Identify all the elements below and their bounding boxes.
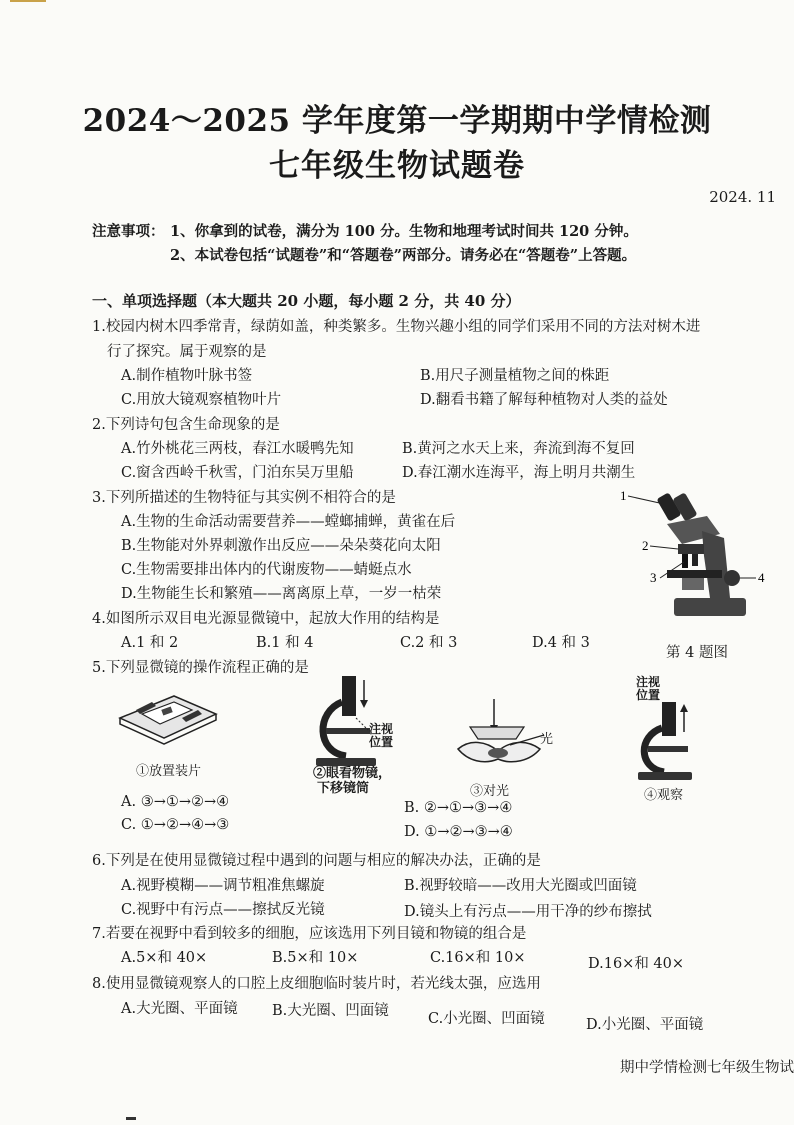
q2-option-b: B.黄河之水天上来，奔流到海不复回 [402, 441, 635, 457]
q2-option-c: C.窗含西岭千秋雪，门泊东吴万里船 [121, 465, 354, 481]
scan-speck [126, 1117, 136, 1120]
q3-option-c: C.生物需要排出体内的代谢废物——蜻蜓点水 [121, 562, 412, 578]
stage [648, 746, 688, 752]
q5-step1-caption: ①放置装片 [136, 764, 202, 779]
note-line-2: 2、本试卷包括“试题卷”和“答题卷”两部分。请务必在“答题卷”上答题。 [170, 247, 637, 264]
q5-option-c: C. ①→②→④→③ [121, 817, 230, 833]
q4-option-d: D.4 和 3 [532, 635, 590, 651]
q5-step4-note: 注视 位置 [636, 675, 661, 702]
q4-figure-caption: 第 4 题图 [666, 645, 728, 661]
microscope-base [316, 758, 376, 766]
q7-option-b: B.5×和 10× [272, 950, 359, 966]
observe-figure [632, 702, 702, 782]
q7-option-d: D.16×和 40× [588, 956, 685, 972]
microscope-arm [702, 531, 730, 598]
page-footer: 期中学情检测七年级生物试 [620, 1060, 794, 1076]
q5-option-d: D. ①→②→③→④ [404, 824, 513, 840]
exam-date: 2024. 11 [709, 188, 776, 206]
q1-option-b: B.用尺子测量植物之间的株距 [420, 368, 610, 384]
q6-stem: 6.下列是在使用显微镜过程中遇到的问题与相应的解决办法，正确的是 [92, 853, 541, 869]
q2-option-a: A.竹外桃花三两枝，春江水暖鸭先知 [121, 441, 354, 457]
q5-step3-caption: ③对光 [470, 784, 510, 799]
q8-option-d: D.小光圈、平面镜 [586, 1017, 704, 1033]
label-3: 3 [650, 570, 657, 585]
exam-title: 2024～2025 学年度第一学期期中学情检测 [82, 103, 712, 139]
microscope-figure [612, 486, 772, 636]
q8-option-c: C.小光圈、凹面镜 [428, 1011, 545, 1027]
q7-option-a: A.5×和 40× [121, 950, 208, 966]
q6-option-a: A.视野模糊——调节粗准焦螺旋 [121, 878, 325, 894]
slide-placement-figure [112, 688, 222, 750]
q5-option-a: A. ③→①→②→④ [121, 794, 230, 810]
q6-option-c: C.视野中有污点——擦拭反光镜 [121, 902, 325, 918]
q3-option-d: D.生物能生长和繁殖——离离原上草，一岁一枯荣 [121, 586, 442, 602]
lens-tube [342, 676, 356, 716]
label-2: 2 [642, 538, 649, 553]
q5-step3-light: 光 [540, 732, 554, 747]
q5-option-b: B. ②→①→③→④ [404, 800, 513, 816]
q4-stem: 4.如图所示双目电光源显微镜中，起放大作用的结构是 [92, 611, 440, 627]
note-line-1: 1、你拿到的试卷，满分为 100 分。生物和地理考试时间共 120 分钟。 [170, 223, 638, 240]
notes-label: 注意事项： [92, 223, 165, 240]
q1-option-a: A.制作植物叶脉书签 [121, 368, 253, 384]
lower-tube-figure [312, 672, 402, 768]
stage [326, 728, 370, 734]
q5-step2-note: 注视 位置 [369, 722, 394, 749]
q3-option-b: B.生物能对外界刺激作出反应——朵朵葵花向太阳 [121, 538, 441, 554]
q2-stem: 2.下列诗句包含生命现象的是 [92, 417, 280, 433]
microscope-base [674, 598, 746, 616]
q7-option-c: C.16×和 10× [430, 950, 526, 966]
label-4: 4 [758, 570, 765, 585]
q3-stem: 3.下列所描述的生物特征与其实例不相符合的是 [92, 490, 396, 506]
q8-option-a: A.大光圈、平面镜 [121, 1001, 238, 1017]
q2-option-d: D.春江潮水连海平，海上明月共潮生 [402, 465, 636, 481]
objective-lens [692, 554, 698, 566]
q6-option-b: B.视野较暗——改用大光圈或凹面镜 [404, 878, 637, 894]
q5-step4-caption: ④观察 [644, 788, 684, 803]
section-title: 一、单项选择题（本大题共 20 小题，每小题 2 分，共 40 分） [92, 292, 521, 310]
focus-knob [724, 570, 740, 586]
stage [667, 570, 722, 578]
q6-option-d: D.镜头上有污点——用干净的纱布擦拭 [404, 904, 652, 920]
stage [470, 727, 524, 739]
q1-option-d: D.翻看书籍了解每种植物对人类的益处 [420, 392, 668, 408]
microscope-base [638, 772, 692, 780]
q5-step2-caption: ②眼看物镜， 下移镜筒 [313, 766, 392, 796]
q4-option-c: C.2 和 3 [400, 635, 458, 651]
q5-stem: 5.下列显微镜的操作流程正确的是 [92, 660, 309, 676]
exam-subtitle: 七年级生物试题卷 [269, 148, 525, 184]
q1-option-c: C.用放大镜观察植物叶片 [121, 392, 282, 408]
q8-stem: 8.使用显微镜观察人的口腔上皮细胞临时装片时，若光线太强，应选用 [92, 976, 541, 992]
q4-option-b: B.1 和 4 [256, 635, 314, 651]
scan-speck [10, 0, 46, 2]
q1-stem-line1: 1.校园内树木四季常青，绿荫如盖，种类繁多。生物兴趣小组的同学们采用不同的方法对树木进 [92, 319, 701, 335]
q3-option-a: A.生物的生命活动需要营养——螳螂捕蝉，黄雀在后 [121, 514, 456, 530]
nosepiece [678, 544, 704, 554]
condenser [682, 578, 704, 590]
label-line-2 [650, 546, 678, 549]
mirror [488, 748, 508, 758]
q1-stem-line2: 行了探究。属于观察的是 [107, 344, 267, 360]
objective-lens [682, 554, 688, 568]
label-1: 1 [620, 488, 627, 503]
q7-stem: 7.若要在视野中看到较多的细胞，应该选用下列目镜和物镜的组合是 [92, 926, 527, 942]
q8-option-b: B.大光圈、凹面镜 [272, 1003, 389, 1019]
q4-option-a: A.1 和 2 [121, 635, 179, 651]
lens-tube [662, 702, 676, 736]
